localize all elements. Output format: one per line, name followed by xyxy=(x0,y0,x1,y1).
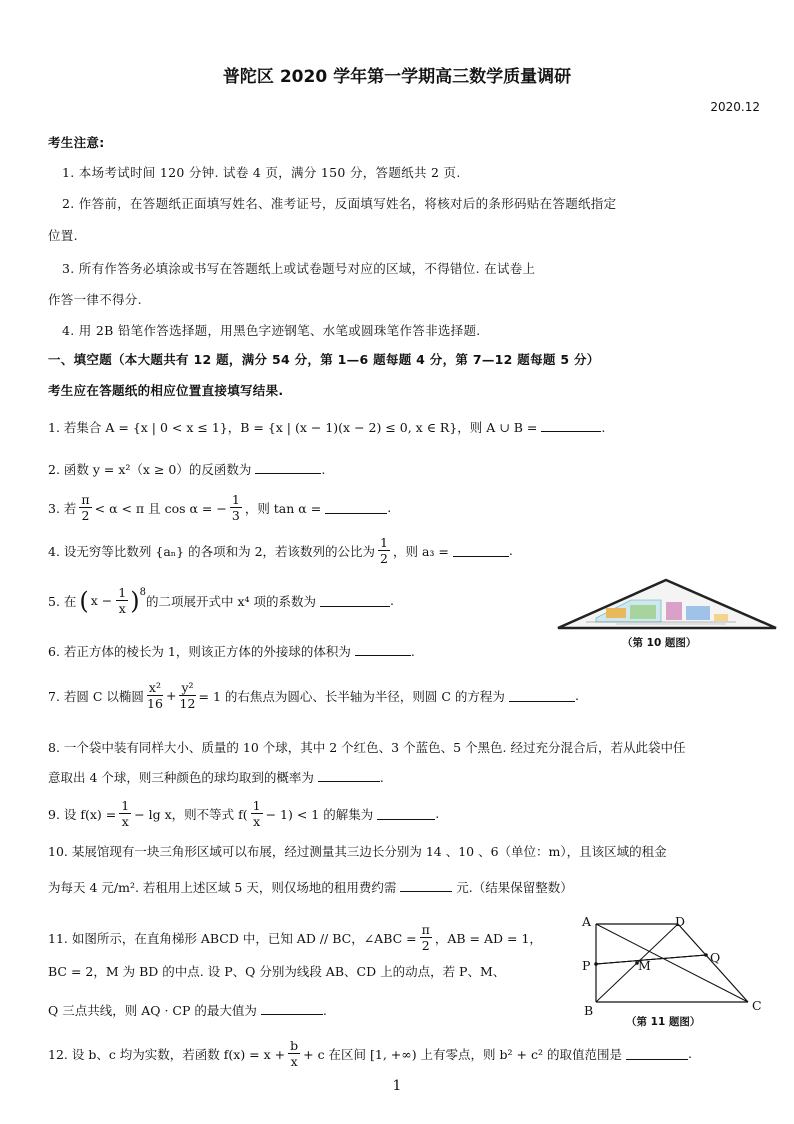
question-7-post: = 1 的右焦点为圆心、长半轴为半径，则圆 C 的方程为 xyxy=(198,688,505,704)
question-4: 4. 设无穷等比数列 {aₙ} 的各项和为 2，若该数列的公比为 1 2 ，则 a₃ = . xyxy=(48,535,513,566)
notice-item-1: 1. 本场考试时间 120 分钟. 试卷 4 页，满分 150 分，答题纸共 2 页. xyxy=(62,165,461,180)
answer-blank-5[interactable] xyxy=(320,594,390,607)
fraction-x2-over-16: x² 16 xyxy=(147,680,163,711)
question-4-pre: 4. 设无穷等比数列 {aₙ} 的各项和为 2，若该数列的公比为 xyxy=(48,543,376,559)
question-8-text: 意取出 4 个球，则三种颜色的球均取到的概率为 xyxy=(48,770,314,785)
fraction-b-over-x: $\frac{b}{x}$ xyxy=(290,1038,299,1069)
answer-blank-10[interactable] xyxy=(400,879,452,892)
question-7-pre: 7. 若圆 C 以椭圆 xyxy=(48,688,144,704)
question-9: 9. 设 f(x) = $\frac{1}{x}$ − lg x，则不等式 f( 1 x − 1) < 1 的解集为 . xyxy=(48,798,440,829)
question-2: 2. 函数 y = x²（x ≥ 0）的反函数为 . xyxy=(48,462,326,477)
notice-item-3-cont: 作答一律不得分. xyxy=(48,292,142,307)
paren-close: ) xyxy=(130,586,140,615)
notice-item-4: 4. 用 2B 铅笔作答选择题，用黑色字迹钢笔、水笔或圆珠笔作答非选择题. xyxy=(62,323,481,338)
page-number: 1 xyxy=(392,1078,402,1094)
notice-heading: 考生注意: xyxy=(48,135,105,150)
question-10-text: 为每天 4 元/m². 若租用上述区域 5 天，则仅场地的租用费约需 xyxy=(48,880,397,895)
fraction-1-over-x-b: 1 x xyxy=(252,798,261,829)
label-b: B xyxy=(584,1003,594,1018)
figure-11-trapezoid xyxy=(578,912,768,1012)
question-9-post: − 1) < 1 的解集为 xyxy=(265,806,374,822)
question-4-post: ，则 a₃ = xyxy=(393,543,449,559)
question-3: 3. 若 π 2 < α < π 且 cos α = − $\frac{1}{3}$ ，则 tan α = . xyxy=(48,492,392,523)
fraction-1-over-2: 1 2 xyxy=(380,535,388,566)
question-6-text: 6. 若正方体的棱长为 1，则该正方体的外接球的体积为 xyxy=(48,644,351,659)
answer-blank-2[interactable] xyxy=(255,461,321,474)
fraction-pi-over-2-q11: $\frac{\pi}{2}$ xyxy=(421,922,430,953)
section-instruction: 考生应在答题纸的相应位置直接填写结果. xyxy=(48,383,284,398)
question-3-pre: 3. 若 xyxy=(48,500,77,516)
notice-item-2: 2. 作答前，在答题纸正面填写姓名、准考证号，反面填写姓名，将核对后的条形码贴在答题纸指定 xyxy=(62,196,617,211)
question-10-tail: 元.（结果保留整数） xyxy=(456,880,573,895)
question-3-mid: < α < π 且 cos α = − xyxy=(94,500,227,516)
answer-blank-4[interactable] xyxy=(453,544,509,557)
question-1: 1. 若集合 A = {x | 0 < x ≤ 1}，B = {x | (x − 1)(x − 2) ≤ 0, x ∈ R}，则 A ∪ B = . xyxy=(48,420,606,435)
fraction-y2-over-12: $\frac{\text{y²}}{12}$ xyxy=(179,680,196,711)
question-2-text: 2. 函数 y = x²（x ≥ 0）的反函数为 xyxy=(48,462,252,477)
question-1-text: 1. 若集合 A = {x | 0 < x ≤ 1}，B = {x | (x − 1)(x − 2) ≤ 0, x ∈ R}，则 A ∪ B = xyxy=(48,420,538,435)
label-d: D xyxy=(675,914,686,929)
question-7: 7. 若圆 C 以椭圆 x² 16 + $\frac{\text{y²}}{12}$ = 1 的右焦点为圆心、长半轴为半径，则圆 C 的方程为 . xyxy=(48,680,579,711)
question-12-pre: 12. 设 b、c 均为实数，若函数 f(x) = x + xyxy=(48,1046,286,1062)
fraction-1-over-x-a: $\frac{1}{x}$ xyxy=(121,798,130,829)
figure-10-caption: （第 10 题图） xyxy=(622,637,697,649)
answer-blank-3[interactable] xyxy=(325,501,387,514)
answer-blank-11[interactable] xyxy=(261,1002,323,1015)
figure-10-triangle xyxy=(556,578,778,632)
question-5: 5. 在 ( x − $\frac{1}{x}$ ) $^8$ 的二项展开式中 x⁴ 项的系数为 . xyxy=(48,585,394,616)
question-11-pre: 11. 如图所示，在直角梯形 ABCD 中，已知 AD // BC，∠ABC = xyxy=(48,930,417,946)
notice-item-3: 3. 所有作答务必填涂或书写在答题纸上或试卷题号对应的区域，不得错位. 在试卷上 xyxy=(62,261,536,276)
notice-item-2-cont: 位置. xyxy=(48,228,78,243)
exponent-8: 8 xyxy=(139,587,146,598)
question-11-line-1 xyxy=(48,922,542,953)
answer-blank-1[interactable] xyxy=(541,419,601,432)
paren-open: ( xyxy=(79,586,89,615)
page-title: 普陀区 2020 学年第一学期高三数学质量调研 xyxy=(222,67,572,87)
fraction-1-over-3: $\frac{1}{3}$ xyxy=(231,492,240,523)
fraction-1-over-x: $\frac{1}{x}$ xyxy=(118,585,127,616)
question-8-line-1: 8. 一个袋中装有同样大小、质量的 10 个球，其中 2 个红色、3 个蓝色、5 个黑色. 经过充分混合后，若从此袋中任 xyxy=(48,740,686,755)
exam-date: 2020.12 xyxy=(710,100,760,114)
answer-blank-9[interactable] xyxy=(377,807,435,820)
answer-blank-8[interactable] xyxy=(318,769,380,782)
section-heading: 一、填空题（本大题共有 12 题，满分 54 分，第 1—6 题每题 4 分，第 7—12 题每题 5 分） xyxy=(48,352,600,367)
question-9-mid: − lg x，则不等式 f( xyxy=(134,806,248,822)
question-8-line-2: 意取出 4 个球，则三种颜色的球均取到的概率为 . xyxy=(48,770,384,785)
question-11-post: ，AB = AD = 1， xyxy=(434,930,542,946)
question-9-pre: 9. 设 f(x) = xyxy=(48,806,117,822)
label-p: P xyxy=(582,958,591,973)
question-3-post: ，则 tan α = xyxy=(244,500,322,516)
question-10-line-1: 10. 某展馆现有一块三角形区域可以布展，经过测量其三边长分别为 14 、10 、6（单位：m），且该区域的租金 xyxy=(48,844,667,859)
label-m: M xyxy=(638,958,651,973)
question-12: 12. 设 b、c 均为实数，若函数 f(x) = x + $\frac{b}{x}$ + c 在区间 [1, +∞) 上有零点，则 b² + c² 的取值范围是 . xyxy=(48,1038,692,1069)
plus-sign: + xyxy=(165,688,177,703)
label-q: Q xyxy=(710,950,721,965)
answer-blank-6[interactable] xyxy=(355,643,411,656)
figure-11-caption: （第 11 题图） xyxy=(626,1016,701,1028)
question-11-text: Q 三点共线，则 AQ · CP 的最大值为 xyxy=(48,1003,257,1018)
question-10-line-2 xyxy=(48,878,573,896)
answer-blank-7[interactable] xyxy=(509,689,575,702)
question-6: 6. 若正方体的棱长为 1，则该正方体的外接球的体积为 . xyxy=(48,644,415,659)
fraction-pi-over-2: π 2 xyxy=(81,492,90,523)
question-12-post: + c 在区间 [1, +∞) 上有零点，则 b² + c² 的取值范围是 xyxy=(303,1046,622,1062)
question-11-line-3: Q 三点共线，则 AQ · CP 的最大值为 . xyxy=(48,1003,327,1018)
question-5-pre: 5. 在 xyxy=(48,593,77,609)
question-5-post: 的二项展开式中 x⁴ 项的系数为 xyxy=(145,593,316,609)
label-a: A xyxy=(582,914,592,929)
label-c: C xyxy=(752,998,762,1013)
question-11-line-2: BC = 2，M 为 BD 的中点. 设 P、Q 分别为线段 AB、CD 上的动点，若 P、M、 xyxy=(48,964,506,979)
answer-blank-12[interactable] xyxy=(626,1047,688,1060)
